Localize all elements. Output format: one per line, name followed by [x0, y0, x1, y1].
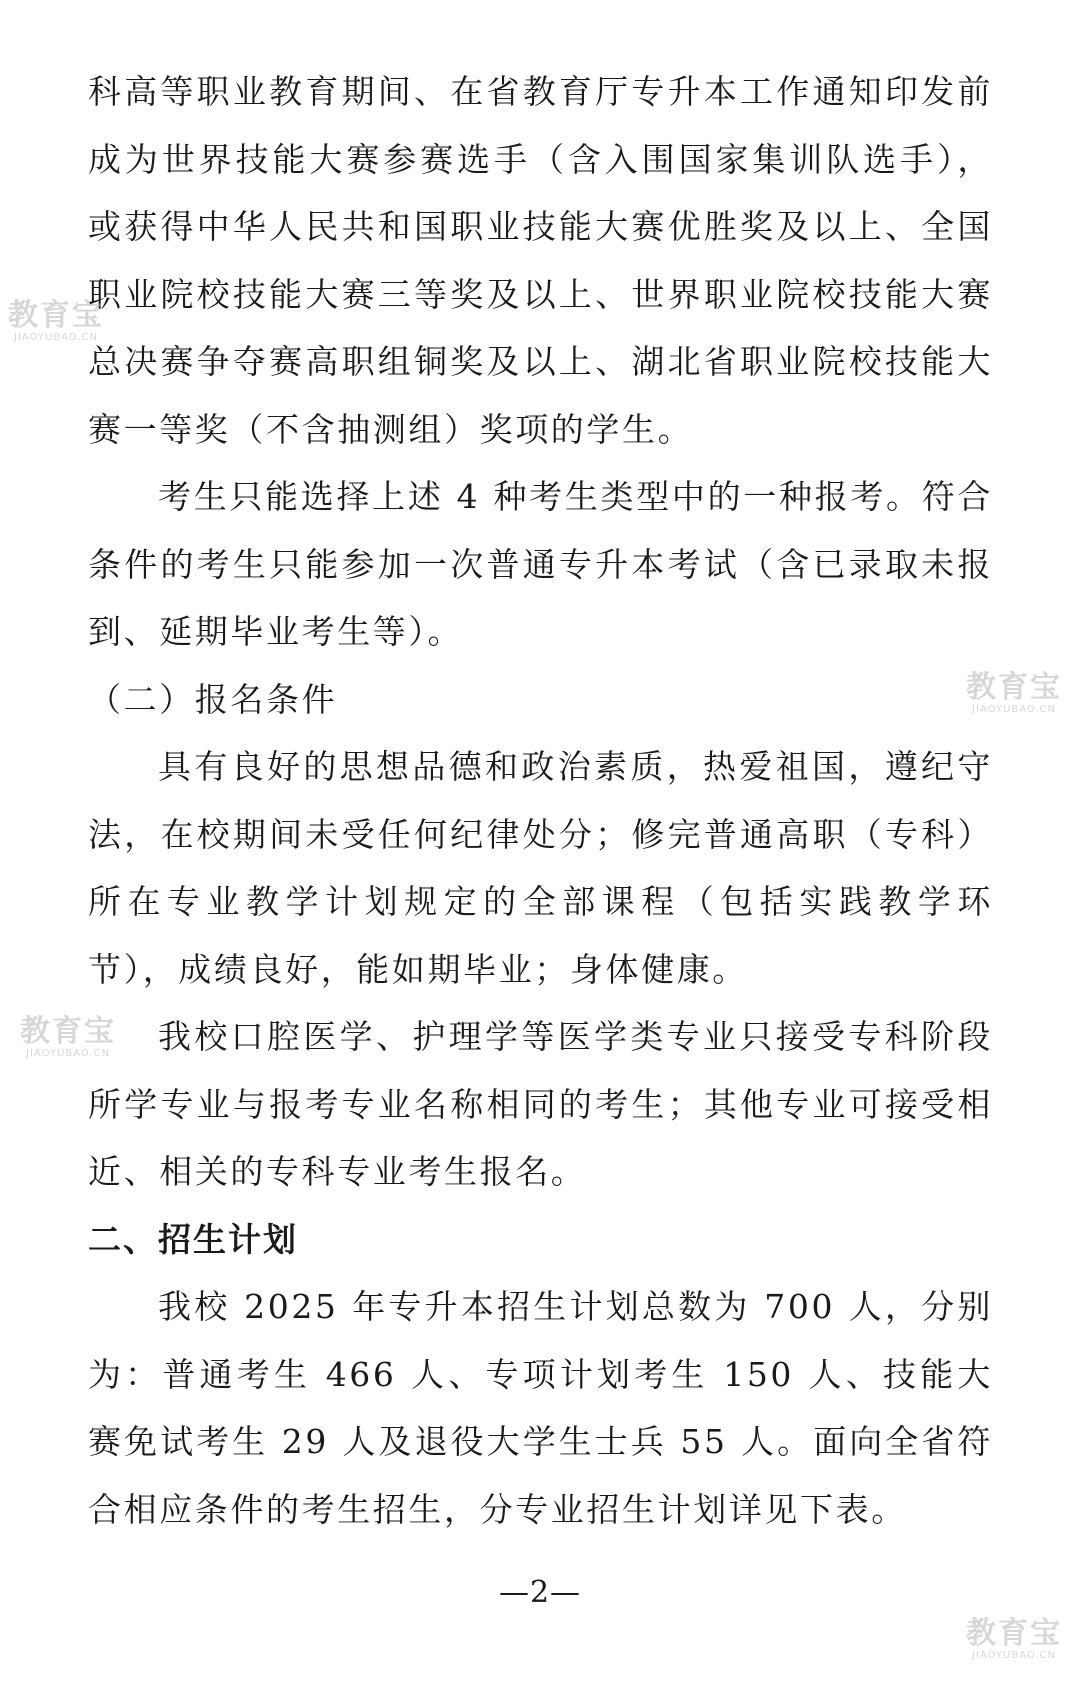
watermark-logo-text: 教育宝 — [966, 1616, 1062, 1651]
watermark-logo-text: 教育宝 — [8, 298, 104, 333]
watermark-logo-url: JIAOYUBAO.CN — [26, 1048, 110, 1059]
paragraph-eligibility-continued: 科高等职业教育期间、在省教育厅专升本工作通知印发前成为世界技能大赛参赛选手（含入围国家集训队选手），或获得中华人民共和国职业技能大赛优胜奖及以上、全国职业院校技能大赛三等奖及以上、世界职业院校技能大赛总决赛争夺赛高职组铜奖及以上、湖北省职业院校技能大赛一等奖（不含抽测组）奖项的学生。 — [88, 72, 993, 449]
watermark-logo — [0, 300, 112, 344]
watermark-logo-text: 教育宝 — [966, 670, 1062, 705]
watermark-logo-text: 教育宝 — [20, 1014, 116, 1049]
document-body — [88, 58, 993, 1543]
page-number: —2— — [498, 1575, 582, 1610]
subheading-registration-conditions: （二）报名条件 — [88, 679, 338, 719]
paragraph-enrollment-plan: 我校 2025 年专升本招生计划总数为 700 人，分别为：普通考生 466 人、专项计划考生 150 人、技能大赛免试考生 29 人及退役大学生士兵 55 人。面向全省符合相应条件的考生招生，分专业招生计划详见下表。 — [88, 1287, 993, 1529]
watermark-logo-url: JIAOYUBAO.CN — [972, 704, 1056, 715]
watermark-logo — [958, 672, 1070, 716]
paragraph-major-restrictions: 我校口腔医学、护理学等医学类专业只接受专科阶段所学专业与报考专业名称相同的考生；其他专业可接受相近、相关的专科专业考生报名。 — [88, 1017, 993, 1191]
watermark-logo-url: JIAOYUBAO.CN — [972, 1650, 1056, 1661]
paragraph-exam-type-note: 考生只能选择上述 4 种考生类型中的一种报考。符合条件的考生只能参加一次普通专升本考试（含已录取未报到、延期毕业考生等）。 — [88, 477, 993, 651]
watermark-logo — [958, 1618, 1070, 1662]
watermark-logo — [12, 1016, 124, 1060]
watermark-logo-url: JIAOYUBAO.CN — [14, 332, 98, 343]
heading-enrollment-plan: 二、招生计划 — [88, 1219, 298, 1259]
paragraph-registration-conditions: 具有良好的思想品德和政治素质，热爱祖国，遵纪守法，在校期间未受任何纪律处分；修完普通高职（专科）所在专业教学计划规定的全部课程（包括实践教学环节），成绩良好，能如期毕业；身体健康。 — [88, 747, 993, 989]
